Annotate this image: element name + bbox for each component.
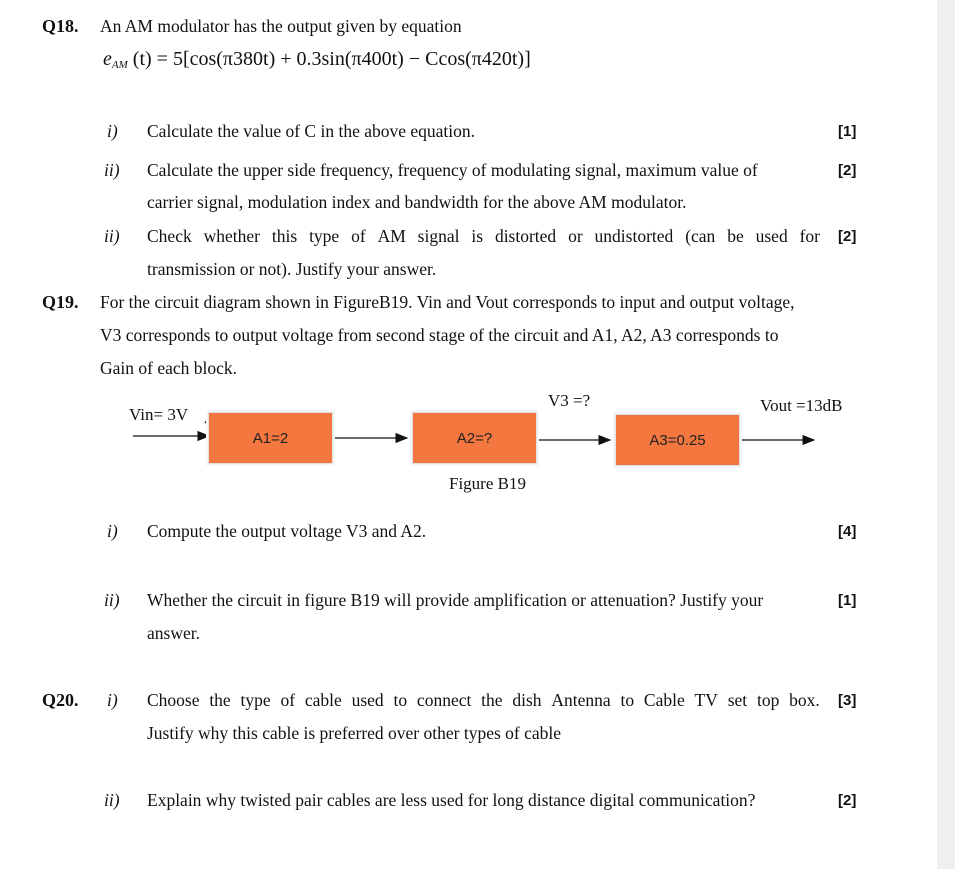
marks: [1] [838, 592, 857, 609]
block-a1: A1=2 [208, 412, 333, 464]
block-a2: A2=? [412, 412, 537, 464]
part-text: Whether the circuit in figure B19 will provide amplification or attenuation? Justify your [147, 590, 764, 610]
question-text: For the circuit diagram shown in FigureB19. Vin and Vout corresponds to input and output voltage, [100, 292, 795, 312]
part-label: ii) [104, 226, 120, 246]
part-label: i) [107, 521, 118, 541]
part-text: Compute the output voltage V3 and A2. [147, 521, 427, 541]
question-text: V3 corresponds to output voltage from second stage of the circuit and A1, A2, A3 corresponds to [100, 325, 779, 345]
question-number: Q19. [42, 292, 79, 312]
part-text: answer. [147, 623, 200, 643]
eq-subscript: AM [111, 59, 128, 71]
eq-lhs-arg: (t) = 5 [132, 48, 183, 70]
part-text: Check whether this type of AM signal is distorted or undistorted (can be used for [147, 226, 820, 246]
part-label: i) [107, 121, 118, 141]
figure-caption: Figure B19 [449, 474, 526, 493]
part-label: i) [107, 690, 118, 710]
part-text: Justify why this cable is preferred over other types of cable [147, 723, 562, 743]
question-number: Q18. [42, 16, 79, 36]
eq-body: [cos(π380t) + 0.3sin(π400t) − Ccos(π420t)] [182, 48, 531, 70]
part-label: ii) [104, 590, 120, 610]
question-number: Q20. [42, 690, 79, 710]
marks: [1] [838, 123, 857, 140]
marks: [4] [838, 523, 857, 540]
marks: [2] [838, 162, 857, 179]
marks: [2] [838, 792, 857, 809]
marks: [2] [838, 228, 857, 245]
part-text: carrier signal, modulation index and bandwidth for the above AM modulator. [147, 192, 687, 212]
part-text: transmission or not). Justify your answer. [147, 259, 437, 279]
question-text: Gain of each block. [100, 358, 238, 378]
block-a3: A3=0.25 [615, 414, 740, 466]
part-text: Explain why twisted pair cables are less used for long distance digital communication? [147, 790, 756, 810]
part-text: Choose the type of cable used to connect the dish Antenna to Cable TV set top box. [147, 690, 820, 710]
vin-label: Vin= 3V [129, 405, 189, 424]
eq-var: e [103, 48, 112, 70]
marks: [3] [838, 692, 857, 709]
question-text: An AM modulator has the output given by equation [100, 16, 462, 36]
part-text: Calculate the upper side frequency, frequency of modulating signal, maximum value of [147, 160, 758, 180]
v3-label: V3 =? [548, 391, 591, 410]
part-label: ii) [104, 790, 120, 810]
vout-label: Vout =13dB [760, 396, 843, 415]
part-text: Calculate the value of C in the above equation. [147, 121, 476, 141]
part-label: ii) [104, 160, 120, 180]
